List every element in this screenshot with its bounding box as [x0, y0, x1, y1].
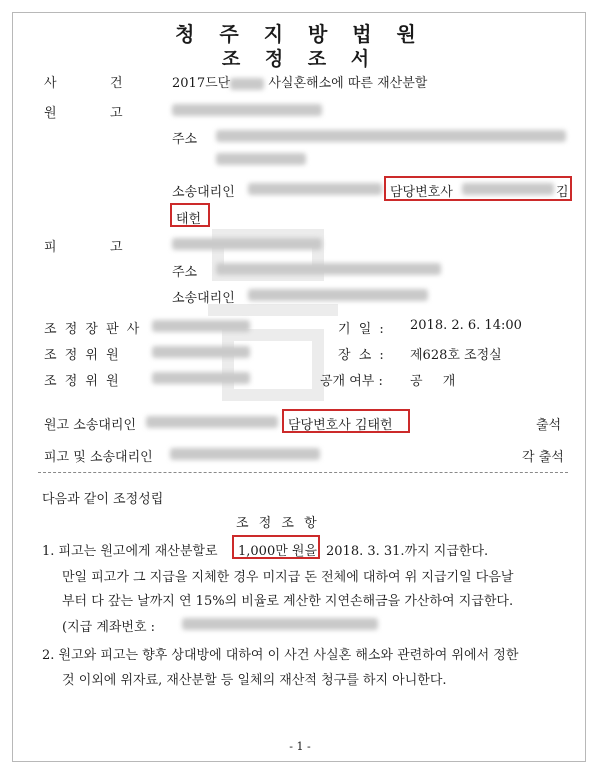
attendance-plaintiff-status: 출석: [536, 418, 562, 433]
defendant-label-go: 고: [110, 240, 125, 255]
redacted-account-number: [182, 618, 378, 630]
case-label-geon: 건: [110, 76, 125, 91]
public-value: 공 개: [410, 374, 464, 389]
terms-heading: 조 정 조 항: [236, 516, 320, 531]
highlight-box-lawyer-cont: [170, 203, 210, 227]
term1-account-label: (지급 계좌번호 :: [62, 620, 156, 635]
case-name: 사실혼해소에 따른 재산분할: [268, 76, 428, 91]
page-number: - 1 -: [289, 740, 311, 753]
member-label-1: 조 정 위 원: [44, 348, 121, 363]
highlight-box-amount: [232, 535, 320, 559]
redacted-case-number: [230, 78, 264, 90]
term1-line2: 만일 피고가 그 지급을 지체한 경우 미지급 돈 전체에 대하여 위 지급기일 다음날: [62, 570, 514, 585]
redacted-member-2: [152, 372, 250, 384]
redacted-defendant-address: [216, 263, 441, 275]
highlight-box-lawyer: [384, 176, 572, 201]
court-name: 청 주 지 방 법 원: [175, 22, 425, 46]
redacted-defendant-firm: [248, 289, 428, 301]
term2-line1: 2. 원고와 피고는 향후 상대방에 대하여 이 사건 사실혼 해소와 관련하여 위에서 정한: [42, 648, 519, 663]
terms-intro: 다음과 같이 조정성립: [42, 492, 164, 507]
public-label: 공개 여부 :: [320, 374, 383, 389]
attendance-plaintiff-lawyer: 담당변호사 김태헌: [288, 418, 393, 433]
redacted-member-1: [152, 346, 250, 358]
redacted-attendance-firm: [146, 416, 278, 428]
divider-line: [38, 472, 568, 473]
highlight-box-attendance: [282, 409, 410, 433]
term1-line3: 부터 다 갚는 날까지 연 15%의 비율로 계산한 지연손해금을 가산하여 지급한다.: [62, 594, 514, 609]
term1-amount: 1,000만 원을: [238, 544, 318, 559]
plaintiff-label-go: 고: [110, 106, 125, 121]
plaintiff-lawyer-name-a: 김: [556, 185, 569, 200]
redacted-defendant-name: [172, 238, 322, 250]
defendant-label-pi: 피: [44, 240, 59, 255]
plaintiff-address-label: 주소: [172, 132, 198, 147]
plaintiff-agent-label: 소송대리인: [172, 185, 235, 200]
document-title: 조 정 조 서: [221, 48, 379, 70]
plaintiff-lawyer-name-b: 태헌: [176, 212, 202, 227]
judge-label: 조 정 장 판 사: [44, 322, 142, 337]
case-label-sa: 사: [44, 76, 59, 91]
date-label: 기 일 :: [338, 322, 386, 337]
redacted-plaintiff-address-2: [216, 153, 306, 165]
defendant-agent-label: 소송대리인: [172, 291, 235, 306]
term1-prefix: 1. 피고는 원고에게 재산분할로: [42, 544, 218, 559]
place-label: 장 소 :: [338, 348, 386, 363]
attendance-defendant-status: 각 출석: [522, 450, 564, 465]
plaintiff-label-won: 원: [44, 106, 59, 121]
redacted-plaintiff-firm: [248, 183, 382, 195]
term2-line2: 것 이외에 위자료, 재산분할 등 일체의 재산적 청구를 하지 아니한다.: [62, 673, 447, 688]
date-value: 2018. 2. 6. 14:00: [410, 318, 522, 333]
redacted-judge-name: [152, 320, 250, 332]
redacted-attendance-defendant: [170, 448, 320, 460]
case-number-prefix: 2017드단: [172, 76, 231, 91]
redacted-plaintiff-name: [172, 104, 322, 116]
defendant-address-label: 주소: [172, 265, 198, 280]
attendance-plaintiff-label: 원고 소송대리인: [44, 418, 137, 433]
attendance-defendant-label: 피고 및 소송대리인: [44, 450, 153, 465]
redacted-plaintiff-address-1: [216, 130, 566, 142]
term1-suffix: 2018. 3. 31.까지 지급한다.: [326, 544, 489, 559]
member-label-2: 조 정 위 원: [44, 374, 121, 389]
place-value: 제628호 조정실: [410, 348, 502, 363]
plaintiff-lawyer-prefix: 담당변호사: [390, 185, 453, 200]
